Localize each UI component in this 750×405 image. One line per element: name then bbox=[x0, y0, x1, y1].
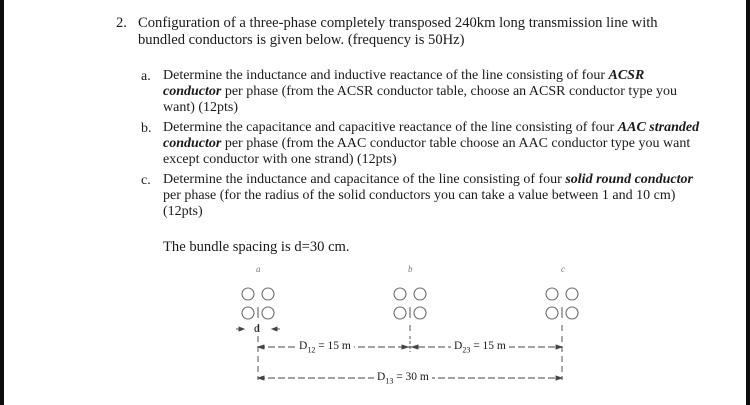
conductor-a3 bbox=[242, 307, 254, 319]
conductor-b2 bbox=[414, 288, 426, 300]
conductor-a1 bbox=[242, 288, 254, 300]
conductor-b4 bbox=[414, 307, 426, 319]
part-a-seg-3: per phase (from the ACSR conductor table, choose an ACSR conductor type you want) (12pts) bbox=[163, 84, 678, 116]
part-a-emphasis: ACSR conductor bbox=[163, 68, 645, 100]
distance-label-d13: $D_{13} = 30$ m bbox=[374, 371, 432, 387]
question-line-2: bundled conductors is given below. (frequency is 50Hz) bbox=[138, 32, 465, 48]
conductor-c3 bbox=[546, 307, 558, 319]
bundle-d-label: d bbox=[254, 321, 260, 335]
distance-label-d23: $D_{23} = 15$ m bbox=[451, 340, 509, 356]
distance-label-d12: $D_{12} = 15$ m bbox=[296, 340, 354, 356]
bundle-spacing-text: The bundle spacing is d=30 cm. bbox=[163, 239, 350, 255]
part-b-emphasis: AAC stranded conductor bbox=[163, 120, 700, 152]
part-b-seg-1: Determine the capacitance and capacitive reactance of the line consisting of four bbox=[163, 120, 618, 135]
conductor-c4 bbox=[566, 307, 578, 319]
part-b-marker: b. bbox=[141, 121, 152, 136]
phase-label-b: b bbox=[408, 264, 413, 274]
part-c-marker: c. bbox=[141, 173, 151, 188]
phase-label-a: a bbox=[256, 264, 261, 274]
part-c-seg-3: per phase (for the radius of the solid conductors you can take a value between 1 and 10 cm) (12pts) bbox=[163, 188, 676, 220]
question-line-1: Configuration of a three-phase completely transposed 240km long transmission line with bbox=[138, 15, 658, 31]
conductor-b1 bbox=[394, 288, 406, 300]
part-b-seg-3: per phase (from the AAC conductor table choose an AAC conductor type you want except conductor with one strand) (12pts) bbox=[163, 136, 691, 168]
phase-label-c: c bbox=[561, 264, 565, 274]
conductor-a2 bbox=[262, 288, 274, 300]
part-a-seg-1: Determine the inductance and inductive reactance of the line consisting of four bbox=[163, 68, 609, 83]
part-a-marker: a. bbox=[141, 69, 151, 84]
question-number: 2. bbox=[116, 15, 127, 31]
conductor-b3 bbox=[394, 307, 406, 319]
conductor-c1 bbox=[546, 288, 558, 300]
part-c-seg-1: Determine the inductance and capacitance of the line consisting of four bbox=[163, 172, 566, 187]
part-c-emphasis: solid round conductor bbox=[565, 172, 693, 187]
conductor-a4 bbox=[262, 307, 274, 319]
conductor-c2 bbox=[566, 288, 578, 300]
